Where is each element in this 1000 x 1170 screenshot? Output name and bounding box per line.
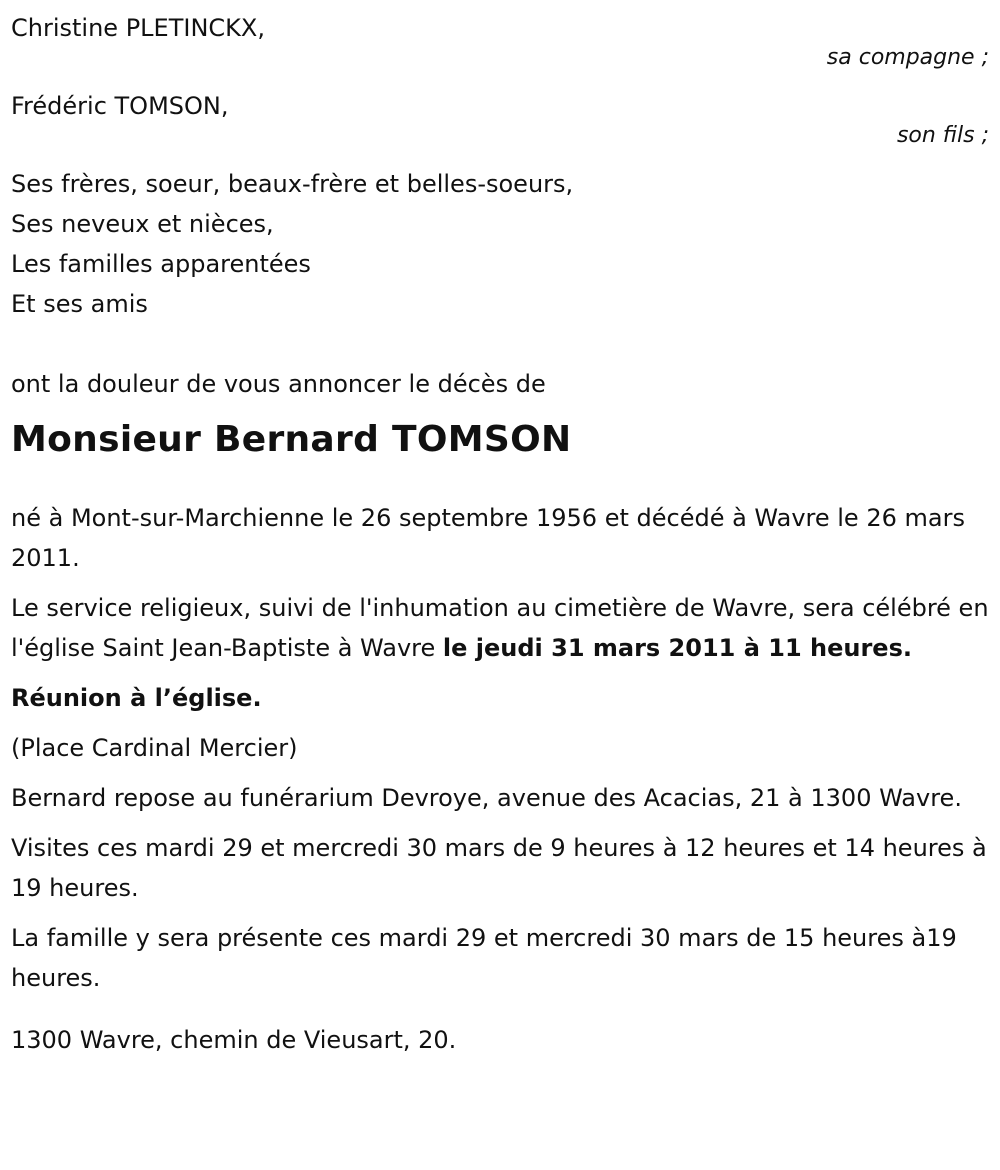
- visits-text: Visites ces mardi 29 et mercredi 30 mars de 9 heures à 12 heures et 14 heures à 19 heures.: [11, 834, 987, 902]
- service-text: Le service religieux, suivi de l'inhumation au cimetière de Wavre, sera célébré en l'église Saint Jean-Baptiste à Wavre: [11, 594, 989, 662]
- birth-death-text: né à Mont-sur-Marchienne le 26 septembre 1956 et décédé à Wavre le 26 mars 2011.: [11, 504, 965, 572]
- service-date: le jeudi 31 mars 2011 à 11 heures.: [442, 634, 912, 662]
- funeral-home-text: Bernard repose au funérarium Devroye, avenue des Acacias, 21 à 1300 Wavre.: [11, 784, 962, 812]
- meeting-label: Réunion à l’église.: [11, 684, 262, 712]
- family-others-list: [11, 164, 991, 324]
- family-son-relation: son fils ;: [896, 123, 989, 148]
- family-other-line: Ses frères, soeur, beaux-frère et belles-soeurs,: [11, 170, 574, 198]
- announcement-text: ont la douleur de vous annoncer le décès de: [11, 370, 546, 398]
- spacer: [11, 324, 991, 364]
- service-paragraph: [11, 588, 991, 668]
- family-son-name: Frédéric TOMSON,: [11, 92, 229, 120]
- deceased-name: Monsieur Bernard TOMSON: [11, 419, 572, 460]
- meeting-text: [11, 678, 991, 718]
- family-other-line: Et ses amis: [11, 290, 148, 318]
- family-partner-relation: sa compagne ;: [826, 45, 989, 70]
- family-other-line: Les familles apparentées: [11, 250, 311, 278]
- family-presence-text: La famille y sera présente ces mardi 29 et mercredi 30 mars de 15 heures à19 heures.: [11, 924, 957, 992]
- location-text: (Place Cardinal Mercier): [11, 734, 298, 762]
- obituary-notice: [11, 8, 991, 1060]
- home-address: 1300 Wavre, chemin de Vieusart, 20.: [11, 1026, 457, 1054]
- family-partner-name: Christine PLETINCKX,: [11, 14, 265, 42]
- family-other-line: Ses neveux et nièces,: [11, 210, 274, 238]
